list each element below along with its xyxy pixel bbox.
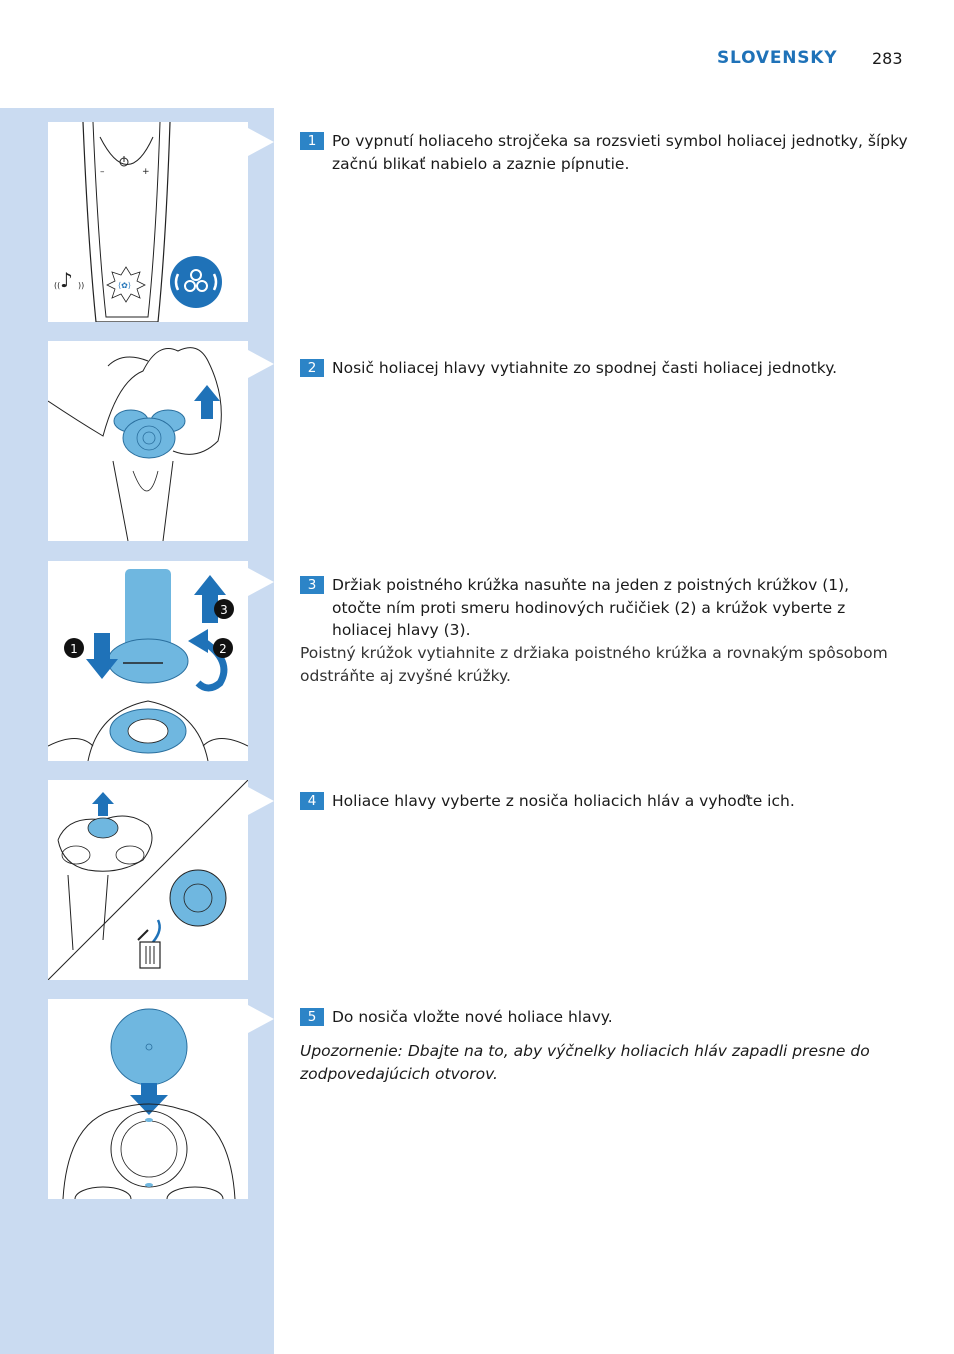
step-number: 4 — [300, 792, 324, 810]
step-5 — [300, 1006, 910, 1029]
pointer-step-5 — [248, 1005, 274, 1033]
illustration-insert-heads — [48, 999, 248, 1199]
svg-text:((: (( — [54, 281, 61, 290]
svg-text:+: + — [142, 167, 150, 177]
step-3 — [300, 574, 890, 642]
label-one: 1 — [70, 642, 78, 656]
step-2 — [300, 357, 910, 380]
step-3-note: Poistný krúžok vytiahnite z držiaka poistného krúžka a rovnakým spôsobom odstráňte aj zvyšné krúžky. — [300, 644, 888, 685]
svg-text:–: – — [100, 167, 105, 177]
step-number: 1 — [300, 132, 324, 150]
label-two: 2 — [219, 642, 227, 656]
header-language: SLOVENSKY — [717, 48, 838, 68]
step-text: Holiace hlavy vyberte z nosiča holiacich hláv a vyhoďte ich. — [332, 792, 795, 810]
svg-text:⟨✿⟩: ⟨✿⟩ — [118, 281, 131, 290]
rotate-arrow-icon — [188, 629, 224, 688]
warning-note: Upozornenie: Dbajte na to, aby výčnelky holiacich hláv zapadli presne do zodpovedajúcich otvorov. — [300, 1042, 870, 1083]
step-text: Nosič holiacej hlavy vytiahnite zo spodnej časti holiacej jednotky. — [332, 359, 838, 377]
up-arrow-icon — [92, 792, 114, 816]
step-text: Po vypnutí holiaceho strojčeka sa rozsvieti symbol holiacej jednotky, šípky začnú blikať nabielo a zaznie pípnutie. — [332, 132, 908, 173]
step-number: 2 — [300, 359, 324, 377]
illustration-discard-heads — [48, 780, 248, 980]
music-note-icon — [54, 268, 84, 292]
pointer-step-4 — [248, 787, 274, 815]
step-4 — [300, 790, 910, 813]
pointer-step-1 — [248, 128, 274, 156]
pointer-step-3 — [248, 568, 274, 596]
step-text: Držiak poistného krúžka nasuňte na jeden z poistných krúžkov (1), otočte ním proti smeru hodinových ručičiek (2) a krúžok vyberte z holiacej hlavy (3). — [332, 576, 850, 639]
illustration-shaver-display — [48, 122, 248, 322]
svg-text:)): )) — [78, 281, 85, 290]
illustration-remove-holder — [48, 341, 248, 541]
step-1 — [300, 130, 910, 175]
step-text: Do nosiča vložte nové holiace hlavy. — [332, 1008, 613, 1026]
svg-text:♪: ♪ — [60, 268, 73, 292]
shaving-unit-symbol-icon — [170, 256, 222, 308]
trash-icon — [140, 942, 160, 968]
up-arrow-icon — [194, 385, 220, 419]
step-number: 3 — [300, 576, 324, 594]
down-arrow-icon — [130, 1083, 168, 1115]
label-three: 3 — [220, 603, 228, 617]
pointer-step-2 — [248, 350, 274, 378]
step-number: 5 — [300, 1008, 324, 1026]
page-number: 283 — [872, 49, 903, 68]
illustration-retaining-ring — [48, 561, 248, 761]
